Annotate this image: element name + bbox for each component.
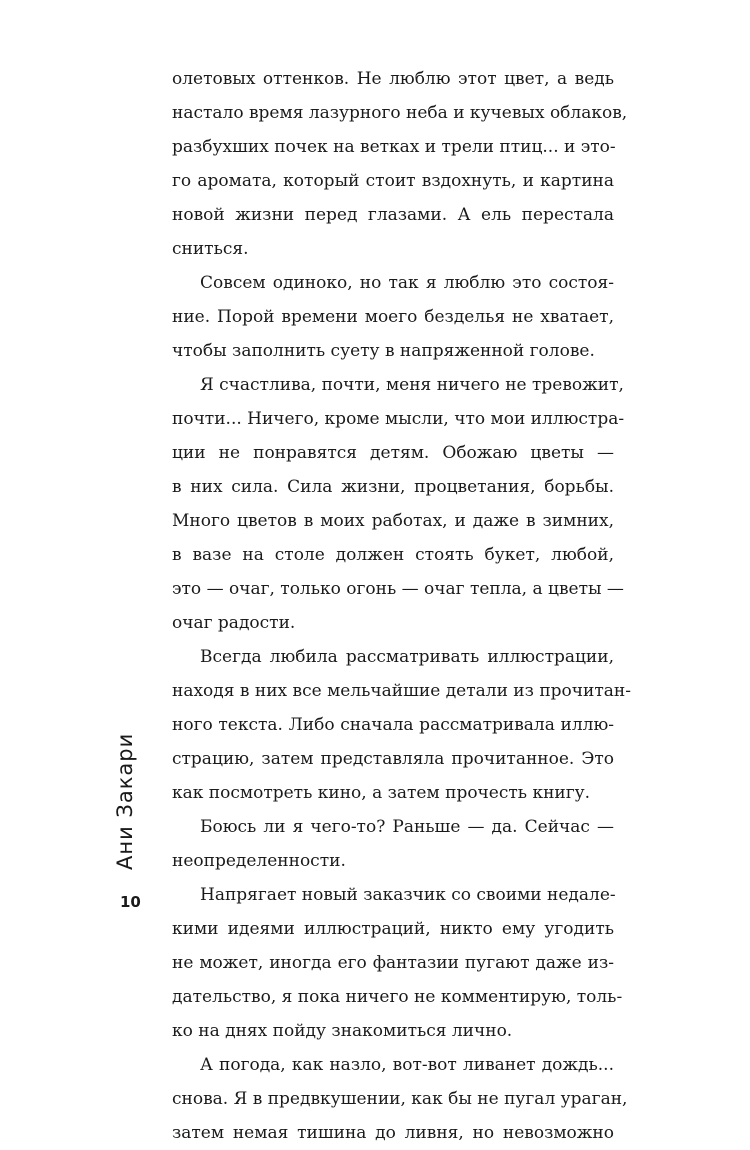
- text-line: го аромата, который стоит вздохнуть, и картина: [172, 171, 614, 191]
- text-line: настало время лазурного неба и кучевых облаков,: [172, 103, 628, 123]
- text-line: чтобы заполнить суету в напряженной голове.: [172, 341, 595, 361]
- body-text: [172, 62, 631, 1150]
- text-line: Напрягает новый заказчик со своими недале-: [200, 885, 616, 905]
- text-line: это — очаг, только огонь — очаг тепла, а цветы —: [172, 579, 624, 599]
- text-line: А погода, как назло, вот-вот ливанет дождь...: [200, 1055, 614, 1075]
- text-line: олетовых оттенков. Не люблю этот цвет, а ведь: [172, 69, 614, 89]
- text-line: находя в них все мельчайшие детали из прочитан-: [172, 681, 631, 701]
- page-number: 10: [120, 893, 141, 911]
- text-line: не может, иногда его фантазии пугают даже из-: [172, 953, 614, 973]
- text-line: в них сила. Сила жизни, процветания, борьбы.: [172, 477, 614, 497]
- running-head-author: Ани Закари: [113, 732, 137, 870]
- text-line: затем немая тишина до ливня, но невозможно: [172, 1123, 614, 1143]
- text-line: ного текста. Либо сначала рассматривала иллю-: [172, 715, 614, 735]
- text-line: как посмотреть кино, а затем прочесть книгу.: [172, 783, 591, 803]
- text-line: дательство, я пока ничего не комментирую, толь-: [172, 987, 623, 1007]
- text-line: Совсем одиноко, но так я люблю это состоя-: [200, 273, 614, 293]
- text-line: сниться.: [172, 239, 249, 259]
- text-line: ние. Порой времени моего безделья не хватает,: [172, 307, 614, 327]
- text-line: снова. Я в предвкушении, как бы не пугал ураган,: [172, 1089, 628, 1109]
- text-line: Боюсь ли я чего-то? Раньше — да. Сейчас —: [200, 817, 614, 837]
- text-line: неопределенности.: [172, 851, 346, 871]
- text-line: новой жизни перед глазами. А ель перестала: [172, 205, 614, 225]
- text-line: почти... Ничего, кроме мысли, что мои иллюстра-: [172, 409, 625, 429]
- text-line: Всегда любила рассматривать иллюстрации,: [200, 647, 614, 667]
- text-line: ко на днях пойду знакомиться лично.: [172, 1021, 513, 1041]
- text-line: разбухших почек на ветках и трели птиц... и это-: [172, 137, 616, 157]
- text-line: в вазе на столе должен стоять букет, любой,: [172, 545, 614, 565]
- text-line: кими идеями иллюстраций, никто ему угодить: [172, 919, 614, 939]
- text-line: Много цветов в моих работах, и даже в зимних,: [172, 511, 614, 531]
- text-line: страцию, затем представляла прочитанное. Это: [172, 749, 614, 769]
- text-line: очаг радости.: [172, 613, 296, 633]
- text-line: Я счастлива, почти, меня ничего не тревожит,: [200, 375, 624, 395]
- text-line: ции не понравятся детям. Обожаю цветы —: [172, 443, 614, 463]
